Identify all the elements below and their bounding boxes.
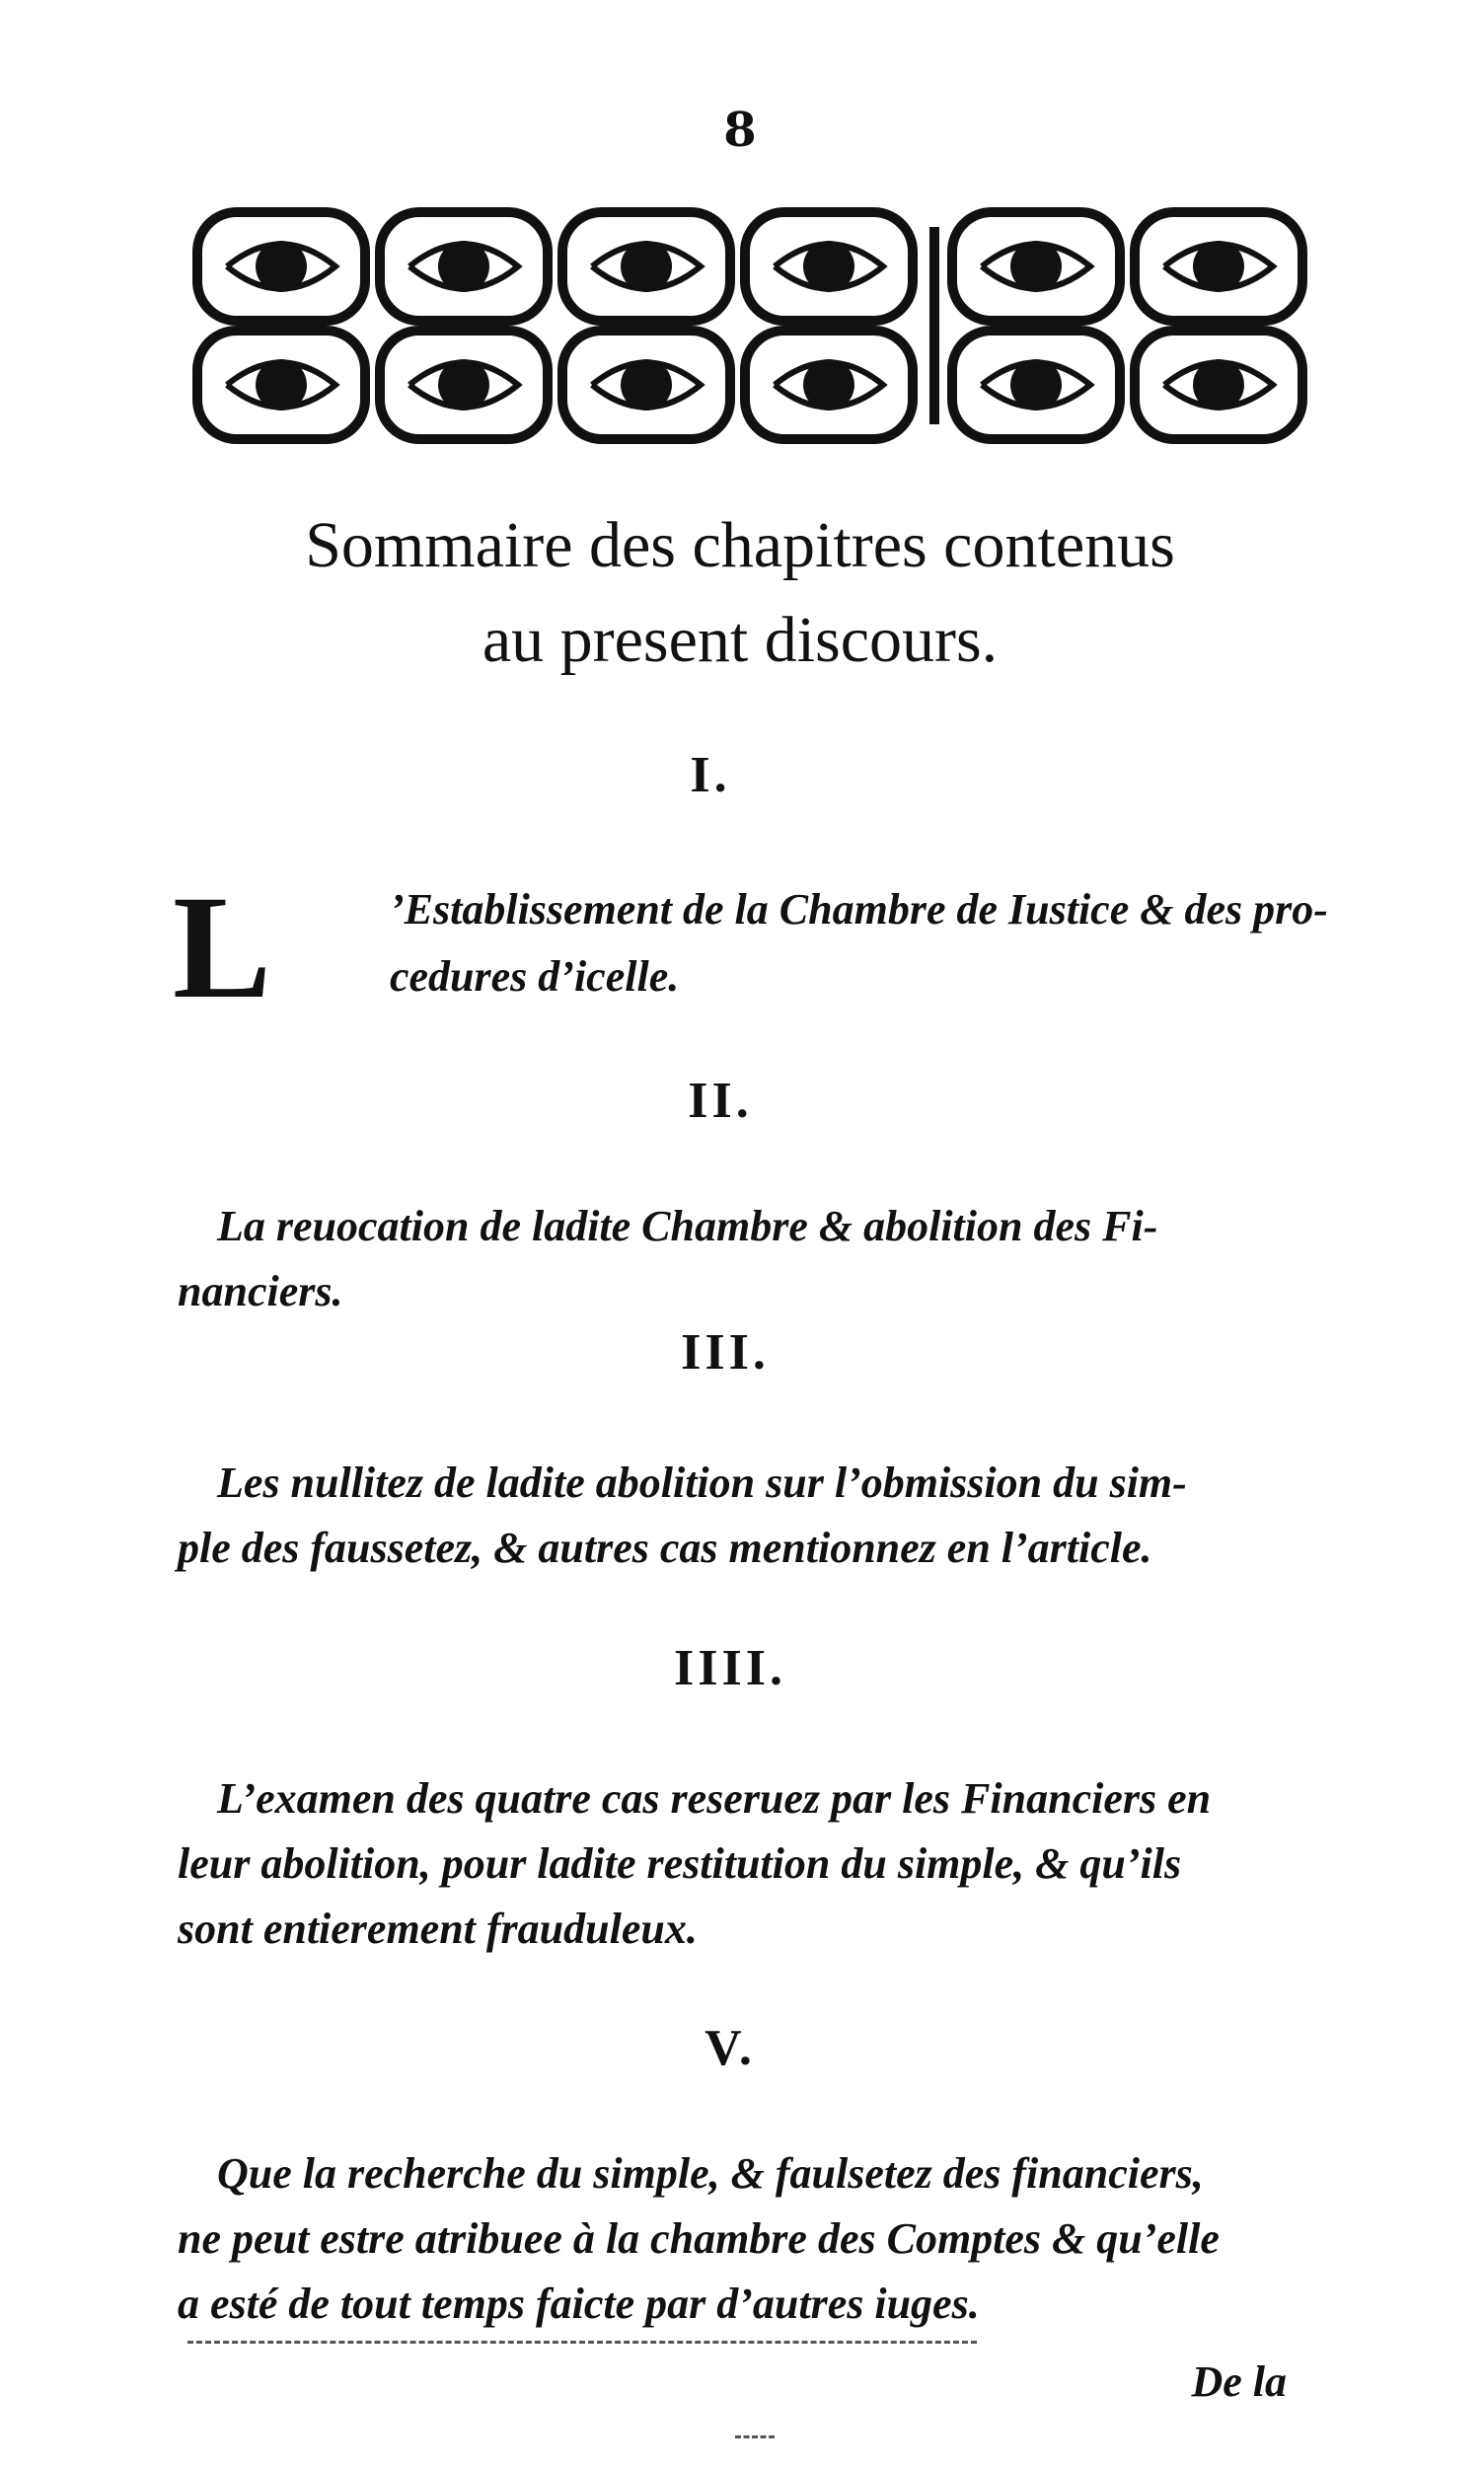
chapter-numeral-4: IIII. bbox=[674, 1640, 786, 1696]
chapter-summary-5 bbox=[178, 2141, 1332, 2337]
summary-line: nanciers. bbox=[178, 1267, 343, 1315]
decorative-ornament-band bbox=[187, 183, 1312, 464]
summary-line: L’examen des quatre cas reseruez par les Financiers en bbox=[217, 1774, 1212, 1823]
chapter-summary-1 bbox=[390, 876, 1328, 1010]
chapter-summary-2 bbox=[178, 1194, 1332, 1324]
summary-line: Que la recherche du simple, & faulsetez des financiers, bbox=[217, 2149, 1204, 2198]
chapter-numeral-3: III. bbox=[681, 1324, 770, 1381]
summary-line: Les nullitez de ladite abolition sur l’obmission du sim- bbox=[217, 1458, 1187, 1507]
chapter-numeral-1: I. bbox=[690, 747, 731, 803]
printer-mark bbox=[735, 2435, 775, 2438]
summary-line: a esté de tout temps faicte par d’autres iuges. bbox=[178, 2280, 980, 2328]
summary-line: sont entierement frauduleux. bbox=[178, 1905, 698, 1953]
page-number: 8 bbox=[723, 103, 757, 158]
summary-line: ’Establissement de la Chambre de Iustice & des pro- bbox=[390, 885, 1328, 934]
chapter-summary-3 bbox=[178, 1451, 1332, 1581]
summary-line: La reuocation de ladite Chambre & abolition des Fi- bbox=[217, 1202, 1158, 1250]
title-line-1: Sommaire des chapitres contenus bbox=[305, 509, 1175, 581]
chapter-summary-4 bbox=[178, 1766, 1332, 1962]
title-line-2: au present discours. bbox=[482, 604, 999, 676]
summary-line: cedures d’icelle. bbox=[390, 952, 680, 1001]
chapter-numeral-2: II. bbox=[688, 1073, 753, 1129]
catchword: De la bbox=[1191, 2357, 1287, 2406]
page-title bbox=[148, 498, 1332, 688]
summary-line: leur abolition, pour ladite restitution du simple, & qu’ils bbox=[178, 1839, 1182, 1888]
chapter-numeral-5: V. bbox=[705, 2020, 756, 2076]
summary-line: ne peut estre atribuee à la chambre des Comptes & qu’elle bbox=[178, 2214, 1220, 2263]
summary-line: ple des faussetez, & autres cas mentionnez en l’article. bbox=[178, 1524, 1152, 1572]
underline-mark bbox=[187, 2341, 977, 2344]
drop-cap-initial: L bbox=[173, 865, 272, 1029]
